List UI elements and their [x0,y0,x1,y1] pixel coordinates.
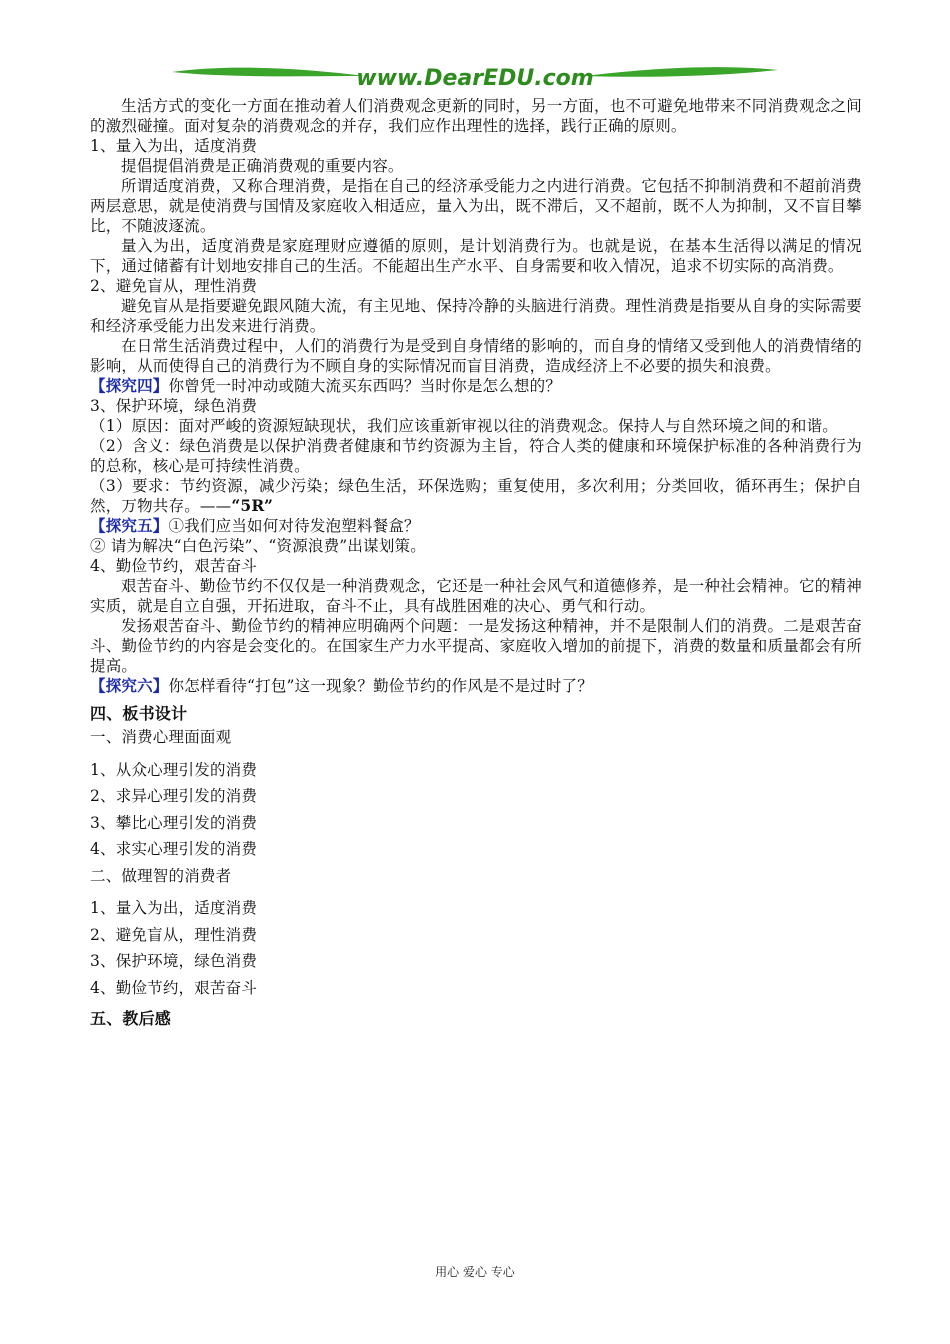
inquiry-5 [90,516,862,536]
board-part2-item: 2、避免盲从，理性消费 [90,925,258,944]
board-part2-item: 4、勤俭节约，艰苦奋斗 [90,978,258,997]
board-part1-item: 3、攀比心理引发的消费 [90,813,258,832]
board-part2-item: 1、量入为出，适度消费 [90,899,258,917]
paragraph [90,476,862,516]
brand-text: www.DearEDU.com [356,66,594,91]
right-swoosh-shape [585,67,778,77]
paragraph: 避免盲从是指要避免跟风随大流，有主见地、保持冷静的头脑进行消费。理性消费是指要从自身的实际需要和经济承受能力出发来进行消费。 [90,297,862,335]
paragraph: 艰苦奋斗、勤俭节约不仅仅是一种消费观念，它还是一种社会风气和道德修养，是一种社会精神。它的精神实质，就是自立自强，开拓进取，奋斗不止，具有战胜困难的决心、勇气和行动。 [90,577,862,615]
inquiry-tag: 【探究六】 [90,676,169,695]
inquiry-6 [90,676,862,696]
site-header-banner [170,58,780,94]
inquiry-tag: 【探究四】 [90,376,169,395]
requirements-text: （3）要求：节约资源，减少污染；绿色生活，环保选购；重复使用，多次利用；分类回收，循环再生；保护自然，万物共存。—— [90,477,862,515]
document-body [90,96,862,1029]
section-heading-3: 3、保护环境，绿色消费 [90,397,258,415]
paragraph: 在日常生活消费过程中，人们的消费行为是受到自身情绪的影响的，而自身的情绪又受到他人的消费情绪的影响，从而使得自己的消费行为不顾自身的实际情况而盲目消费，造成经济上不必要的损失和浪费。 [90,337,862,375]
board-part1-title: 一、消费心理面面观 [90,728,232,746]
inquiry-tag: 【探究五】 [90,516,169,535]
page-footer: 用心 爱心 专心 [435,1265,515,1279]
inquiry-5-question-2: ② 请为解决“白色污染”、“资源浪费”出谋划策。 [90,537,426,555]
board-part1-item: 2、求异心理引发的消费 [90,787,258,805]
section-heading-4: 4、勤俭节约，艰苦奋斗 [90,557,258,575]
paragraph: （1）原因：面对严峻的资源短缺现状，我们应该重新审视以往的消费观念。保持人与自然环境之间的和谐。 [90,417,838,435]
inquiry-text: ①我们应当如何对待发泡塑料餐盒？ [168,517,420,535]
paragraph: 发扬艰苦奋斗、勤俭节约的精神应明确两个问题：一是发扬这种精神，并不是限制人们的消费。二是艰苦奋斗、勤俭节约的内容是会变化的。在国家生产力水平提高、家庭收入增加的前提下，消费的数量和质量都会有所提高。 [90,617,862,675]
intro-paragraph: 生活方式的变化一方面在推动着人们消费观念更新的同时，另一方面，也不可避免地带来不同消费观念之间的激烈碰撞。面对复杂的消费观念的并存，我们应作出理性的选择，践行正确的原则。 [90,97,862,135]
board-part2-item: 3、保护环境，绿色消费 [90,952,258,970]
board-design-heading: 四、板书设计 [90,704,188,723]
board-part1-item: 1、从众心理引发的消费 [90,760,258,779]
section-heading-2: 2、避免盲从，理性消费 [90,277,258,295]
reflection-heading: 五、教后感 [90,1009,172,1028]
inquiry-text: 你曾凭一时冲动或随大流买东西吗？当时你是怎么想的？ [168,377,562,395]
paragraph: 量入为出，适度消费是家庭理财应遵循的原则，是计划消费行为。也就是说，在基本生活得以满足的情况下，通过储蓄有计划地安排自己的生活。不能超出生产水平、自身需要和收入情况，追求不切实际的高消费。 [90,237,862,275]
paragraph: （2）含义：绿色消费是以保护消费者健康和节约资源为主旨，符合人类的健康和环境保护标准的各种消费行为的总称，核心是可持续性消费。 [90,437,862,475]
board-part2-title: 二、做理智的消费者 [90,866,232,885]
5r-label: “5R” [231,496,274,515]
inquiry-4 [90,376,862,396]
paragraph: 提倡提倡消费是正确消费观的重要内容。 [121,157,404,175]
header-swoosh-logo [170,58,780,94]
section-heading-1: 1、量入为出，适度消费 [90,137,258,155]
left-swoosh-shape [172,68,365,77]
board-part1-item: 4、求实心理引发的消费 [90,840,258,858]
paragraph: 所谓适度消费，又称合理消费，是指在自己的经济承受能力之内进行消费。它包括不抑制消费和不超前消费两层意思，就是使消费与国情及家庭收入相适应，量入为出，既不滞后，又不超前，既不人为抑制，又不盲目攀比，不随波逐流。 [90,177,862,235]
inquiry-text: 你怎样看待“打包”这一现象？勤俭节约的作风是不是过时了？ [168,677,593,695]
